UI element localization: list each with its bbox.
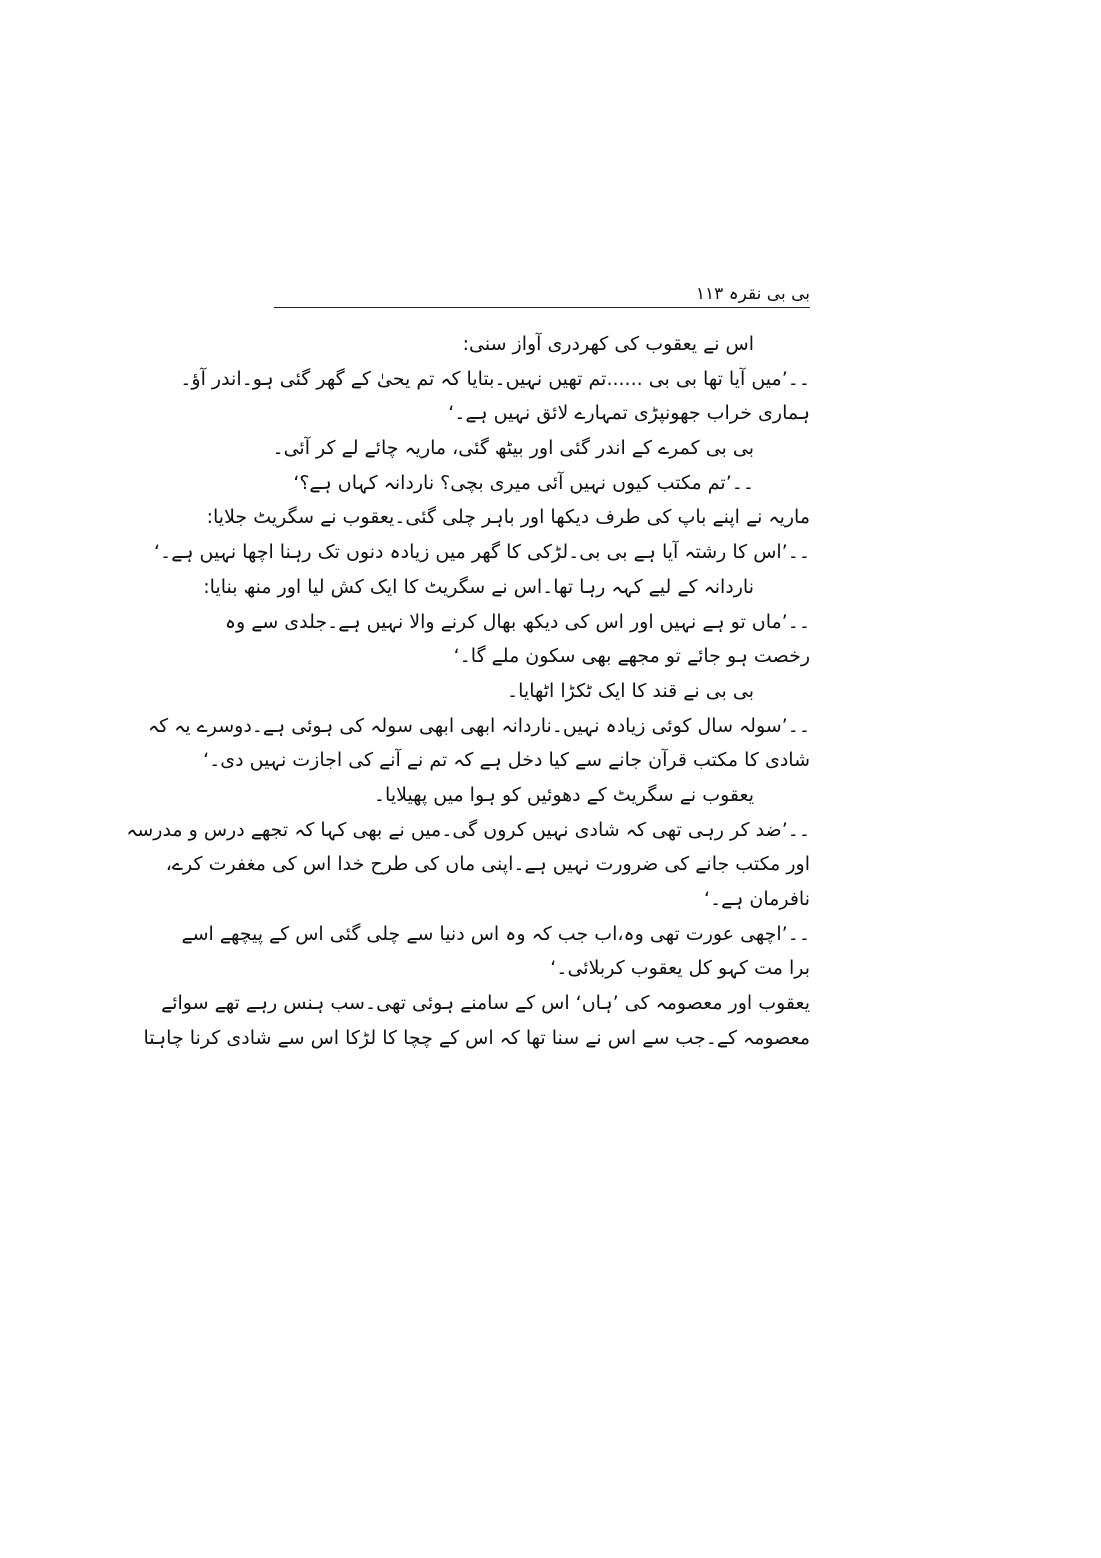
text-line: بی بی نے قند کا ایک ٹکڑا اٹھایا۔ — [506, 679, 754, 702]
text-line: بی بی کمرے کے اندر گئی اور بیٹھ گئی، ماریہ چائے لے کر آئی۔ — [272, 437, 754, 460]
running-header — [274, 282, 810, 306]
text-line: ۔۔’سولہ سال کوئی زیادہ نہیں۔ناردانہ ابھی ابھی سولہ کی ہوئی ہے۔دوسرے یہ کہ — [147, 714, 810, 737]
text-line: یعقوب اور معصومہ کی ’ہاں‘ اس کے سامنے ہوئی تھی۔سب ہنس رہے تھے سوائے — [161, 992, 810, 1015]
header-rule — [274, 307, 810, 308]
text-line: ۔۔’اس کا رشتہ آیا ہے بی بی۔لڑکی کا گھر میں زیادہ دنوں تک رہنا اچھا نہیں ہے۔‘ — [154, 541, 810, 564]
text-line: ۔۔’میں آیا تھا بی بی ......تم تھیں نہیں۔بتایا کہ تم یحیٰ کے گھر گئی ہو۔اندر آؤ۔ — [180, 367, 810, 390]
text-line: شادی کا مکتب قرآن جانے سے کیا دخل ہے کہ تم نے آنے کی اجازت نہیں دی۔‘ — [203, 749, 810, 772]
text-line: نافرمان ہے۔‘ — [703, 888, 810, 910]
text-line: یعقوب نے سگریٹ کے دھوئیں کو ہوا میں پھیلایا۔ — [373, 783, 754, 806]
text-line: برا مت کہو کل یعقوب کربلائی۔‘ — [550, 957, 810, 980]
text-line: ۔۔’ماں تو ہے نہیں اور اس کی دیکھ بھال کرنے والا نہیں ہے۔جلدی سے وہ — [224, 610, 810, 633]
text-line: ماریہ نے اپنے باپ کی طرف دیکھا اور باہر چلی گئی۔یعقوب نے سگریٹ جلایا: — [206, 506, 810, 529]
text-line: اور مکتب جانے کی ضرورت نہیں ہے۔اپنی ماں کی طرح خدا اس کی مغفرت کرے، — [165, 853, 810, 876]
header-title: بی بی نقرہ ۱۱۳ — [695, 284, 810, 304]
text-line: ۔۔’ضد کر رہی تھی کہ شادی نہیں کروں گی۔میں نے بھی کہا کہ تجھے درس و مدرسہ — [126, 818, 810, 841]
text-line: معصومہ کے۔جب سے اس نے سنا تھا کہ اس کے چچا کا لڑکا اس سے شادی کرنا چاہتا — [143, 1026, 810, 1049]
text-line: ۔۔’تم مکتب کیوں نہیں آئی میری بچی؟ ناردانہ کہاں ہے؟‘ — [293, 471, 754, 494]
text-line: ۔۔’اچھی عورت تھی وہ،اب جب کہ وہ اس دنیا سے چلی گئی اس کے پیچھے اسے — [181, 922, 810, 945]
body-text — [126, 327, 810, 1055]
text-line: ہماری خراب جھونپڑی تمہارے لائق نہیں ہے۔‘ — [448, 402, 810, 425]
text-line: اس نے یعقوب کی کھردری آواز سنی: — [462, 333, 754, 355]
text-line: ناردانہ کے لیے کہہ رہا تھا۔اس نے سگریٹ کا ایک کش لیا اور منھ بنایا: — [203, 575, 754, 598]
text-line: رخصت ہو جائے تو مجھے بھی سکون ملے گا۔‘ — [453, 645, 810, 668]
